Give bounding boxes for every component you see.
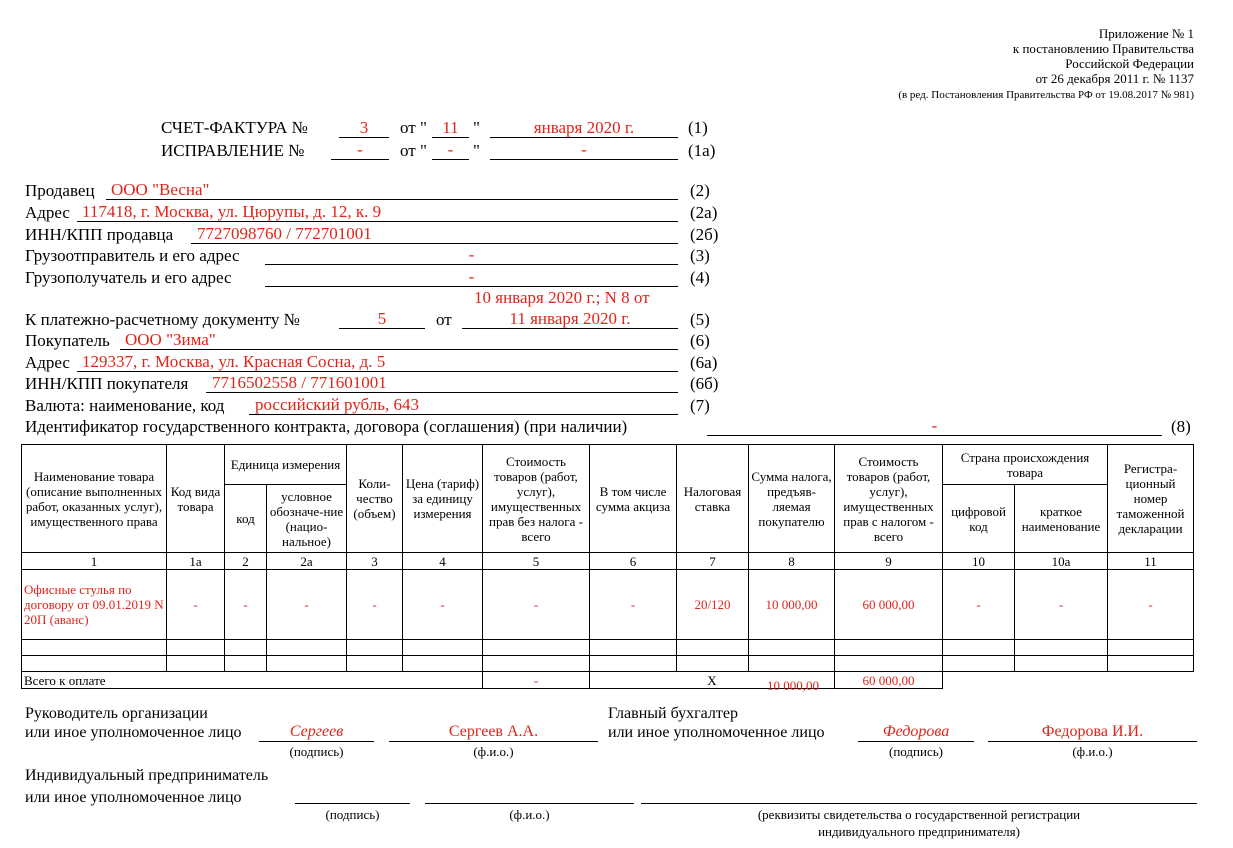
row-unit-name: - [267, 570, 347, 640]
ip-label-2: или иное уполномоченное лицо [25, 789, 242, 806]
contract-value: - [931, 416, 938, 435]
col-header-10: цифровой код [943, 485, 1015, 553]
buyer-address-code: (6а) [690, 353, 718, 372]
invoice-title: СЧЕТ-ФАКТУРА № [161, 118, 308, 137]
col-header-7: Налоговая ставка [677, 445, 749, 553]
ip-label-1: Индивидуальный предприниматель [25, 767, 269, 784]
col-number: 3 [347, 553, 403, 570]
accountant-sign-caption: (подпись) [889, 744, 943, 759]
seller-address-value: 117418, г. Москва, ул. Цюрупы, д. 12, к. 9 [82, 202, 382, 221]
col-number: 9 [835, 553, 943, 570]
correction-from-label: от " [400, 141, 427, 160]
col-header-3: Коли-чество (объем) [347, 445, 403, 553]
col-header-1: Наименование товара (описание выполненных работ, оказанных услуг), имущественного права [22, 445, 167, 553]
seller-address-label: Адрес [25, 203, 70, 222]
buyer-address-value: 129337, г. Москва, ул. Красная Сосна, д. 5 [82, 352, 386, 371]
currency-value: российский рубль, 643 [255, 395, 419, 414]
col-header-10a: краткое наименование [1015, 485, 1108, 553]
row-total: 60 000,00 [835, 570, 943, 640]
appendix-line-5: (в ред. Постановления Правительства РФ от 19.08.2017 № 981) [898, 89, 1194, 101]
col-header-unit: Единица измерения [225, 445, 347, 485]
col-header-11: Регистра-ционный номер таможенной декларации [1108, 445, 1194, 553]
seller-label: Продавец [25, 181, 95, 200]
shipper-label: Грузоотправитель и его адрес [25, 246, 240, 265]
invoice-from-label: от " [400, 118, 427, 137]
correction-quote-close: " [473, 141, 480, 160]
col-number: 11 [1108, 553, 1194, 570]
consignee-value: - [468, 267, 475, 286]
invoice-number: 3 [359, 118, 369, 137]
payment-extra: 10 января 2020 г.; N 8 от [474, 288, 650, 307]
table-row-empty [22, 656, 1194, 672]
table-row [22, 570, 1194, 640]
seller-inn-code: (2б) [690, 225, 719, 244]
col-number: 2 [225, 553, 267, 570]
head-name-caption: (ф.и.о.) [473, 744, 514, 759]
col-header-9: Стоимость товаров (работ, услуг), имущественных прав с налогом - всего [835, 445, 943, 553]
currency-code: (7) [690, 396, 710, 415]
buyer-inn-code: (6б) [690, 374, 719, 393]
total-excise-x: X [707, 672, 717, 688]
contract-code: (8) [1171, 417, 1191, 436]
correction-day: - [447, 140, 454, 159]
payment-number: 5 [377, 309, 387, 328]
shipper-value: - [468, 245, 475, 264]
contract-label: Идентификатор государственного контракта, договора (соглашения) (при наличии) [25, 417, 628, 436]
row-unit-code: - [225, 570, 267, 640]
row-country-name: - [1015, 570, 1108, 640]
col-number: 6 [590, 553, 677, 570]
appendix-line-3: Российской Федерации [1065, 56, 1194, 71]
invoice-code: (1) [688, 118, 708, 137]
col-number: 2а [267, 553, 347, 570]
col-number: 8 [749, 553, 835, 570]
seller-inn-label: ИНН/КПП продавца [25, 225, 174, 244]
row-declaration: - [1108, 570, 1194, 640]
row-tax-rate: 20/120 [677, 570, 749, 640]
head-name: Сергеев А.А. [448, 723, 539, 740]
shipper-code: (3) [690, 246, 710, 265]
buyer-inn-label: ИНН/КПП покупателя [25, 374, 189, 393]
row-tax-amount: 10 000,00 [749, 570, 835, 640]
consignee-label: Грузополучатель и его адрес [25, 268, 232, 287]
invoice-month-year: января 2020 г. [533, 118, 635, 137]
row-quantity: - [347, 570, 403, 640]
col-header-2a: условное обозначе-ние (нацио-нальное) [267, 485, 347, 553]
total-sum: 60 000,00 [835, 672, 943, 689]
consignee-code: (4) [690, 268, 710, 287]
col-header-5: Стоимость товаров (работ, услуг), имущественных прав без налога - всего [483, 445, 590, 553]
accountant-name: Федорова И.И. [1041, 723, 1144, 740]
invoice-quote-close: " [473, 118, 480, 137]
head-label-1: Руководитель организации [25, 705, 208, 722]
col-header-4: Цена (тариф) за единицу измерения [403, 445, 483, 553]
appendix-header [898, 26, 1194, 102]
row-country-code: - [943, 570, 1015, 640]
buyer-inn-value: 7716502558 / 771601001 [212, 373, 387, 392]
correction-month-year: - [581, 140, 587, 159]
seller-address-code: (2а) [690, 203, 718, 222]
appendix-line-1: Приложение № 1 [1098, 26, 1194, 41]
appendix-line-4: от 26 декабря 2011 г. № 1137 [1035, 71, 1194, 86]
accountant-name-caption: (ф.и.о.) [1072, 744, 1113, 759]
correction-code: (1а) [688, 141, 716, 160]
correction-number: - [357, 140, 363, 159]
buyer-label: Покупатель [25, 331, 110, 350]
accountant-label-2: или иное уполномоченное лицо [608, 724, 825, 741]
buyer-code: (6) [690, 331, 710, 350]
currency-label: Валюта: наименование, код [25, 396, 225, 415]
payment-date: 11 января 2020 г. [509, 309, 631, 328]
buyer-value: ООО "Зима" [125, 330, 216, 349]
col-number: 1а [167, 553, 225, 570]
head-sign-caption: (подпись) [289, 744, 344, 759]
col-number: 10 [943, 553, 1015, 570]
row-cost: - [483, 570, 590, 640]
col-number: 10а [1015, 553, 1108, 570]
seller-value: ООО "Весна" [111, 180, 210, 199]
appendix-line-2: к постановлению Правительства [1012, 41, 1194, 56]
ip-registration-caption-1: (реквизиты свидетельства о государственной регистрации [757, 807, 1081, 822]
table-row-empty [22, 640, 1194, 656]
table-total-row [22, 672, 1194, 689]
payment-label: К платежно-расчетному документу № [25, 310, 300, 329]
head-label-2: или иное уполномоченное лицо [25, 724, 242, 741]
total-tax: 10 000,00 [767, 678, 819, 693]
accountant-signature: Федорова [882, 723, 950, 740]
row-item-code: - [167, 570, 225, 640]
row-price: - [403, 570, 483, 640]
payment-code: (5) [690, 310, 710, 329]
head-signature: Сергеев [289, 723, 344, 740]
payment-from: от [436, 310, 452, 329]
col-header-2: код [225, 485, 267, 553]
col-header-6: В том числе сумма акциза [590, 445, 677, 553]
row-item-name: Офисные стулья по договору от 09.01.2019 N 20П (аванс) [22, 570, 167, 640]
col-number: 7 [677, 553, 749, 570]
invoice-table [21, 444, 1194, 689]
ip-sign-caption: (подпись) [325, 807, 380, 822]
col-header-8: Сумма налога, предъяв-ляемая покупателю [749, 445, 835, 553]
seller-inn-value: 7727098760 / 772701001 [197, 224, 372, 243]
col-number: 4 [403, 553, 483, 570]
total-label: Всего к оплате [22, 672, 483, 689]
invoice-day: 11 [442, 118, 459, 137]
col-header-country: Страна происхождения товара [943, 445, 1108, 485]
ip-registration-caption-2: индивидуального предпринимателя) [818, 824, 1020, 839]
total-cost: - [483, 672, 590, 689]
ip-name-caption: (ф.и.о.) [509, 807, 550, 822]
col-number: 5 [483, 553, 590, 570]
col-number: 1 [22, 553, 167, 570]
col-header-1a: Код вида товара [167, 445, 225, 553]
correction-title: ИСПРАВЛЕНИЕ № [161, 141, 305, 160]
accountant-label-1: Главный бухгалтер [608, 705, 738, 722]
buyer-address-label: Адрес [25, 353, 70, 372]
row-excise: - [590, 570, 677, 640]
seller-code: (2) [690, 181, 710, 200]
